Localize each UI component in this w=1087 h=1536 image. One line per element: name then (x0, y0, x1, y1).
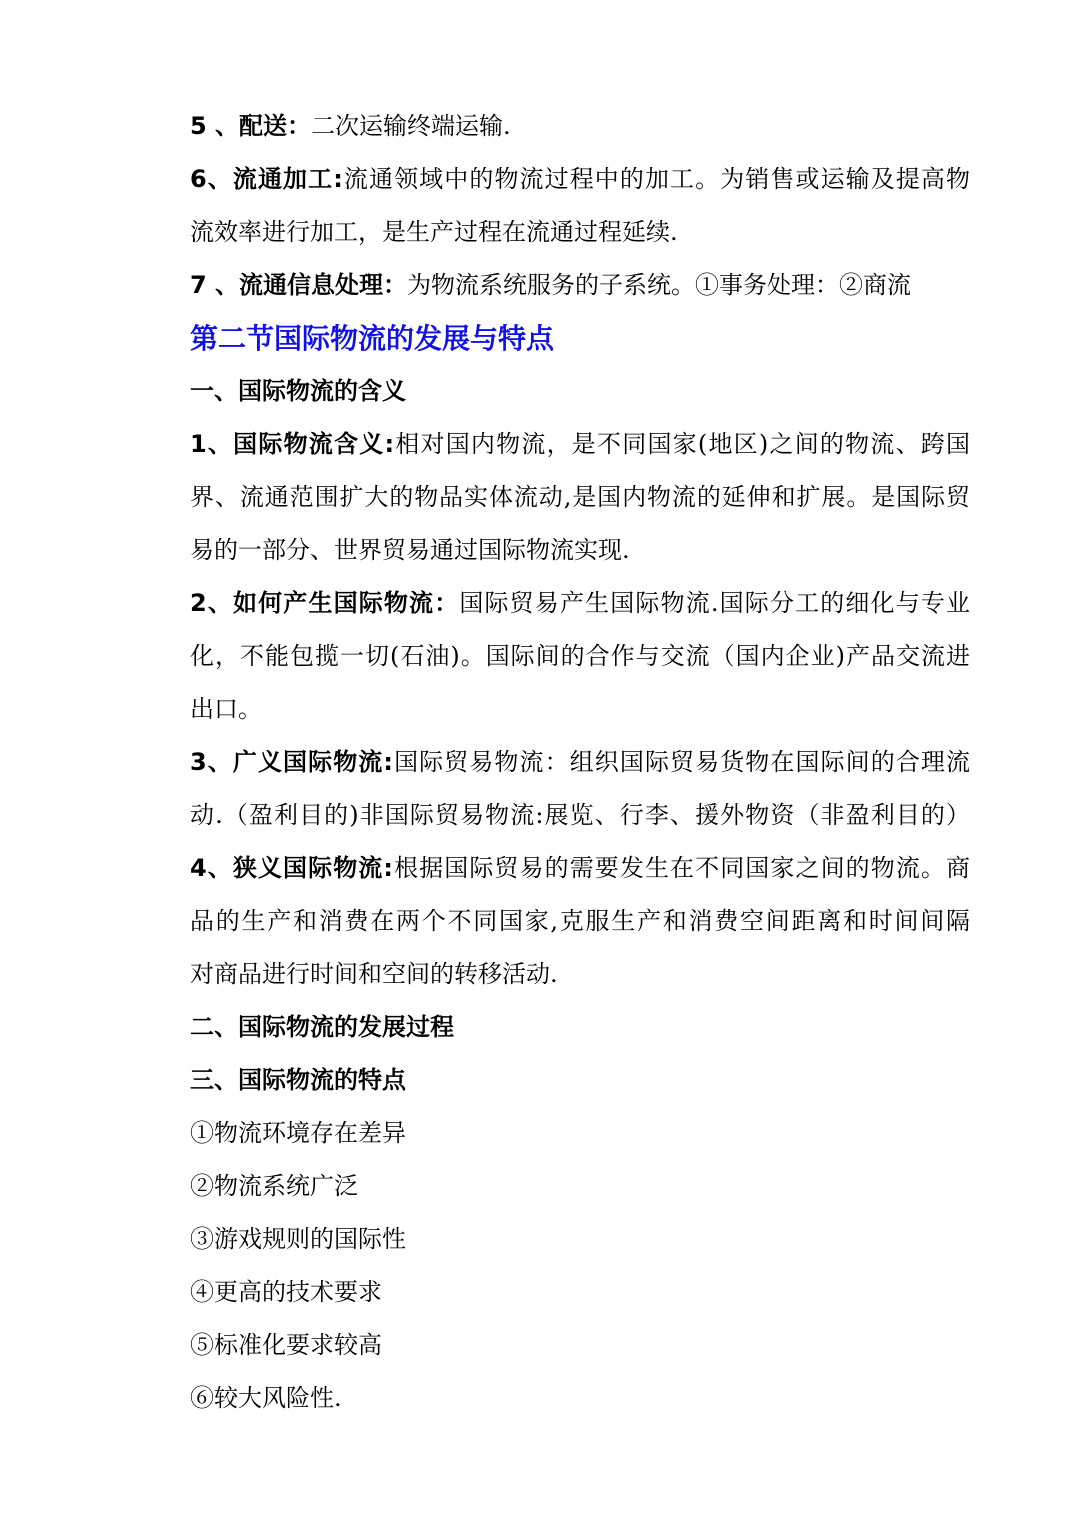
item-text: 流通领域中的物流过程中的加工。为销售或运输及提高物 (342, 165, 971, 193)
item-term: 6、流通加工: (190, 165, 343, 193)
def-term: 4、狭义国际物流: (190, 854, 393, 882)
def-4-line-1 (190, 842, 970, 895)
def-2-line-1 (190, 577, 970, 630)
feature-item: ③游戏规则的国际性 (190, 1225, 406, 1253)
def-1-line-1 (190, 418, 970, 471)
def-4-line-2: 品的生产和消费在两个不同国家,克服生产和消费空间距离和时间间隔 (190, 907, 970, 935)
item-7-info-processing (190, 259, 970, 312)
def-term: 3、广义国际物流: (190, 748, 393, 776)
item-text: 为物流系统服务的子系统。①事务处理：②商流 (407, 271, 912, 299)
item-text: 二次运输终端运输. (311, 112, 511, 140)
def-3-line-1 (190, 736, 970, 789)
heading-features: 三、国际物流的特点 (190, 1066, 406, 1094)
def-1-line-3: 易的一部分、世界贸易通过国际物流实现. (190, 536, 630, 564)
def-term: 2、如何产生国际物流： (190, 589, 460, 617)
feature-item: ④更高的技术要求 (190, 1278, 382, 1306)
def-text: 国际贸易产生国际物流.国际分工的细化与专业 (459, 589, 970, 617)
def-2-line-3: 出口。 (190, 695, 262, 723)
feature-item: ⑤标准化要求较高 (190, 1331, 382, 1359)
heading-development: 二、国际物流的发展过程 (190, 1013, 454, 1041)
section-title: 第二节国际物流的发展与特点 (190, 322, 555, 355)
def-text: 相对国内物流，是不同国家(地区)之间的物流、跨国 (394, 430, 970, 458)
feature-item: ⑥较大风险性. (190, 1384, 342, 1412)
heading-meaning: 一、国际物流的含义 (190, 377, 406, 405)
item-6-processing-cont: 流效率进行加工，是生产过程在流通过程延续. (190, 218, 678, 246)
def-2-line-2: 化，不能包揽一切(石油)。国际间的合作与交流（国内企业)产品交流进 (190, 642, 970, 670)
item-5-delivery (190, 100, 970, 153)
def-1-line-2: 界、流通范围扩大的物品实体流动,是国内物流的延伸和扩展。是国际贸 (190, 483, 970, 511)
def-text: 国际贸易物流：组织国际贸易货物在国际间的合理流 (393, 748, 971, 776)
feature-item: ①物流环境存在差异 (190, 1119, 406, 1147)
def-3-line-2: 动.（盈利目的)非国际贸易物流:展览、行李、援外物资（非盈利目的） (190, 801, 970, 829)
item-6-processing (190, 153, 970, 206)
def-4-line-3: 对商品进行时间和空间的转移活动. (190, 960, 558, 988)
item-term: 5 、配送： (190, 112, 312, 140)
document-page (190, 100, 970, 1425)
feature-item: ②物流系统广泛 (190, 1172, 358, 1200)
def-text: 根据国际贸易的需要发生在不同国家之间的物流。商 (393, 854, 971, 882)
def-term: 1、国际物流含义: (190, 430, 395, 458)
item-term: 7 、流通信息处理： (190, 271, 408, 299)
